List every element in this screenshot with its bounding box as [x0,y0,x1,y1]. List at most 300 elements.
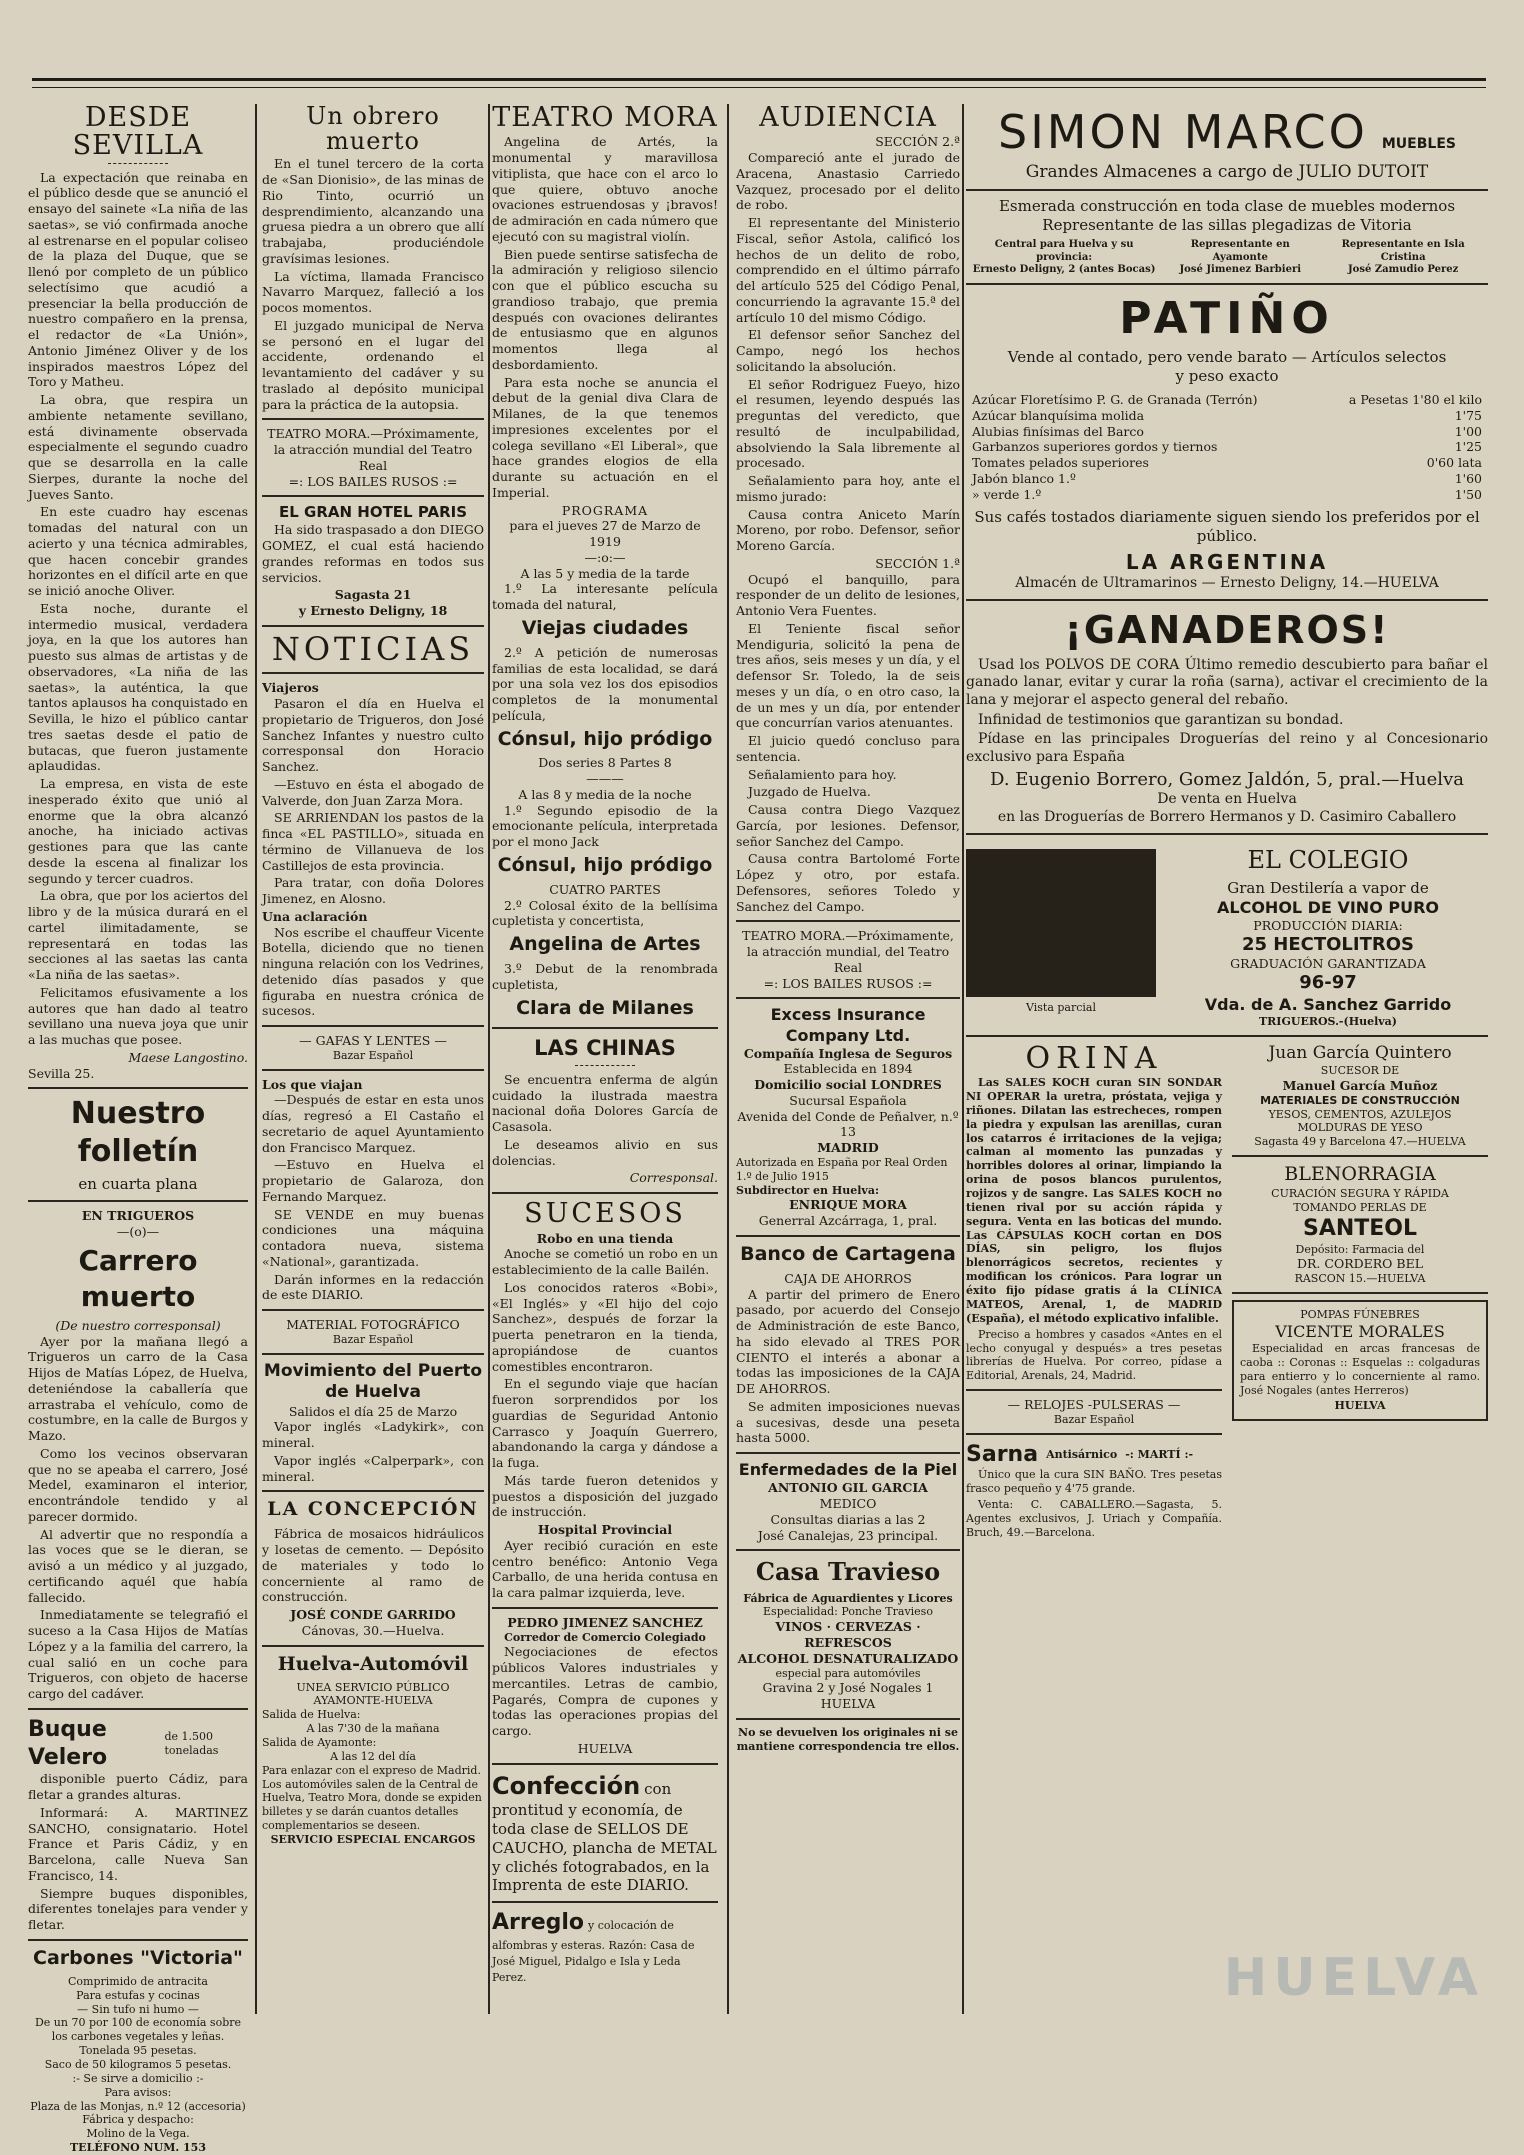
mora-ad-line: =: LOS BAILES RUSOS := [288,473,458,489]
colegio-line: 96-97 [1299,971,1357,993]
divider [575,1065,635,1066]
argentina-title: LA ARGENTINA [1125,550,1329,575]
column-divider [962,104,964,2014]
gafas-ad: — GAFAS Y LENTES — [299,1033,447,1049]
ganaderos-venta: De venta en Huelva [1157,791,1297,808]
simon-rep-value: José Jimenez Barbieri [1179,264,1302,276]
trigueros-heading: EN TRIGUEROS [81,1207,195,1223]
hotel-address: Sagasta 21 [334,587,412,603]
banco-title: Banco de Cartagena [740,1242,956,1265]
byline: (De nuestro corresponsal) [55,1317,221,1333]
programa-line: A las 8 y media de la noche [518,786,692,802]
paragraph: El juicio quedó concluso para sentencia. [736,733,960,764]
item-price: 1'25 [1454,439,1482,455]
paragraph: Especialidad en arcas francesas de caoba :: Coronas :: Esquelas :: colgaduras para entierro y lo concerniente al ramo. José Nogales (antes Herreros) [1240,1341,1480,1397]
divider [28,1200,248,1202]
dateline: Sevilla 25. [28,1065,95,1081]
sarna-title: Sarna [966,1441,1039,1467]
divider [736,1452,960,1454]
excess-line: Generral Azcárraga, 1, pral. [758,1213,938,1229]
bleno-line: Depósito: Farmacia del [1295,1242,1425,1256]
paragraph: Nos escribe el chauffeur Vicente Botella, diciendo que no tienen ninguna relación con los Vedrines, detenido días pasados y que figuraba en nuestra crónica de sucesos. [262,924,484,1019]
pompas-box [1232,1300,1488,1421]
divider [736,997,960,999]
paragraph: Ocupó el banquillo, para responder de un delito de lesiones, Antonio Vera Fuentes. [736,571,960,619]
pompas-city: HUELVA [1334,1399,1386,1413]
programa-line: A las 5 y media de la tarde [520,565,690,581]
colegio-text [1168,841,1488,1029]
artist-name: Angelina de Artes [509,933,701,956]
paragraph: En el tunel tercero de la corta de «San Dionisio», de las minas de Rio Tinto, ocurrió un desprendimiento, alcanzando una gruesa piedra a un obrero que allí trabajaba, produciéndole gravísimas lesiones. [262,156,484,266]
top-rule [32,78,1486,88]
patino-price-list [972,392,1482,502]
item-name: Garbanzos superiores gordos y tiernos [972,439,1218,455]
signature: Corresponsal. [629,1170,718,1186]
archive-watermark: HUELVA [1223,1948,1484,2008]
buque-title: Buque Velero [28,1716,108,1770]
distillery-photo [966,849,1156,997]
paragraph: Señalamiento para hoy, ante el mismo jurado: [736,473,960,504]
arreglo-ad [492,1909,718,1984]
carbones-line: :- Se sirve a domicilio :- [72,2071,204,2085]
auto-line: Salida de Ayamonte: [262,1735,377,1749]
bottom-ads [966,1040,1488,1542]
chinas-title: LAS CHINAS [534,1035,676,1060]
quintero-line: Manuel García Muñoz [1282,1077,1438,1093]
item-name: Alubias finísimas del Barco [972,423,1144,439]
bottom-left-ads [966,1040,1222,1542]
paragraph: Al advertir que no respondía a las voces que se le dieran, se avisó a un médico y al juzgado, certificando aquél que había fallecido. [28,1526,248,1605]
paragraph: El señor Rodriguez Fueyo, hizo el resumen, leyendo después las preguntas del veredicto, que resultó de inculpabilidad, absolviendo la Sala libremente al procesado. [736,376,960,471]
relojes-ad: — RELOJES -PULSERAS — [1007,1397,1181,1413]
confeccion-ad [492,1771,718,1896]
paragraph: Anoche se cometió un robo en un establecimiento de la calle Bailén. [492,1246,718,1278]
simon-muebles: MUEBLES [1381,136,1456,152]
gafas-ad-line: Bazar Español [332,1048,414,1062]
excess-line: Compañía Inglesa de Seguros [743,1045,953,1061]
simon-rep [1162,239,1318,277]
excess-line: Subdirector en Huelva: [736,1183,880,1197]
signature: Maese Langostino. [128,1049,248,1065]
puerto-title: Movimiento del Puerto de Huelva [263,1360,483,1403]
carbones-title: Carbones "Victoria" [33,1946,243,1969]
divider [28,1939,248,1941]
bleno-line: DR. CORDERO BEL [1297,1256,1423,1272]
patino-subtitle: Vende al contado, pero vende barato — Artículos selectos [1007,348,1447,367]
relojes-line: Bazar Español [1053,1412,1135,1426]
concepcion-name: JOSÉ CONDE GARRIDO [290,1607,456,1623]
programa-line: 1.º La interesante película tomada del natural, [492,581,718,613]
paragraph: SE VENDE en muy buenas condiciones una máquina contadora nueva, sistema «National», garantizada. [262,1206,484,1269]
divider [966,1389,1222,1391]
programa-date: para el jueves 27 de Marzo de 1919 [509,518,701,550]
excess-line: Establecida en 1894 [783,1061,913,1077]
paragraph: La víctima, llamada Francisco Navarro Marquez, falleció a los pocos momentos. [262,268,484,316]
divider [262,495,484,497]
paragraph: Causa contra Diego Vazquez García, por lesiones. Defensor, señor Sanchez del Campo. [736,802,960,849]
piel-line: ANTONIO GIL GARCIA [768,1480,928,1496]
simon-rep-value: Ernesto Deligny, 2 (antes Bocas) [972,264,1156,276]
item-name: Azúcar Floretísimo P. G. de Granada (Terrón) [972,392,1258,408]
paragraph: Para tratar, con doña Dolores Jimenez, en Alosno. [262,875,484,907]
viajan-heading: Los que viajan [262,1076,363,1092]
colegio-line: PRODUCCIÓN DIARIA: [1253,917,1403,933]
mora-ad-line: =: LOS BAILES RUSOS := [763,975,933,991]
item-name: Jabón blanco 1.º [972,470,1076,486]
piel-title: Enfermedades de la Piel [738,1460,958,1480]
banco-subtitle: CAJA DE AHORROS [784,1270,912,1286]
divider [736,1718,960,1720]
carbones-line: Para estufas y cocinas [76,1988,200,2002]
paragraph: Siempre buques disponibles, diferentes tonelajes para vender y fletar. [28,1885,248,1933]
programa-line: 1.º Segundo episodio de la emocionante película, interpretada por el mono Jack [492,802,718,850]
quintero-title: Juan García Quintero [1268,1042,1452,1063]
argentina-line: Almacén de Ultramarinos — Ernesto Deligny, 14.—HUELVA [1015,575,1439,592]
orina-title: ORINA [1025,1040,1163,1076]
pedro-city: HUELVA [577,1740,633,1756]
casa-line: HUELVA [820,1696,876,1712]
paragraph: Pasaron el día en Huelva el propietario de Trigueros, don José Sanchez Infantes y nuestro culto corresponsal don Horacio Sanchez. [262,696,484,775]
divider [736,920,960,922]
paragraph: Negociaciones de efectos públicos Valores industriales y mercantiles. Letras de cambio, Pagarés, Compra de cupones y todas las operaciones propias del cargo. [492,1644,718,1739]
column-divider [727,104,729,2014]
bleno-line: CURACIÓN SEGURA Y RÁPIDA [1271,1187,1449,1201]
hospital-heading: Hospital Provincial [537,1522,673,1538]
divider [966,189,1488,191]
patino-cafes: Sus cafés tostados diariamente siguen siendo los preferidos por el público. [974,508,1480,546]
arreglo-title: Arreglo [492,1910,585,1936]
carbones-phone: TELÉFONO NUM. 153 [70,2141,206,2155]
paragraph: Felicitamos efusivamente a los autores que han dado al teatro sevillano una nueva joya que unir a las muchas que posee. [28,984,248,1048]
programa-line: 2.º A petición de numerosas familias de esta localidad, se dará por una sola vez los dos episodios completos de la monumental película, [492,644,718,723]
price-row [972,455,1482,471]
paragraph: El juzgado municipal de Nerva se personó en el lugar del accidente, ordenando el levantamiento del cadáver y su traslado al depósito municipal para la práctica de la autopsia. [262,317,484,412]
desde-sevilla-title: DESDE SEVILLA [72,102,204,162]
divider [966,283,1488,285]
price-row [972,439,1482,455]
column-divider [255,104,257,2014]
obrero-title: Un obrero muerto [306,102,440,156]
hotel-address: y Ernesto Deligny, 18 [298,603,448,619]
column-divider [488,104,490,2014]
item-price: 0'60 lata [1426,455,1482,471]
paragraph: Los conocidos rateros «Bobi», «El Inglés» y «El hijo del cojo Sanchez», después de forzar la puerta penetraron en la tienda, apropiándose de cuantos comestibles encontraron. [492,1279,718,1374]
divider [28,1087,248,1089]
excess-line: MADRID [817,1140,879,1156]
puerto-subtitle: Salidos el día 25 de Marzo [288,1403,458,1419]
divider [262,1069,484,1071]
paragraph: A partir del primero de Enero pasado, por acuerdo del Consejo de Administración de este Banco, ha sido elevado al TRES POR CIENTO el interés a abonar a todas las imposiciones de la CAJA DE AHORROS. [736,1286,960,1397]
photo-caption: Vista parcial [1025,1000,1096,1014]
pompas-name: VICENTE MORALES [1275,1321,1445,1341]
sarna-marti: -: MARTÍ :- [1125,1447,1194,1461]
piel-line: MEDICO [819,1496,877,1512]
sarna-header [966,1441,1222,1469]
robo-heading: Robo en una tienda [536,1230,674,1246]
seccion-heading: SECCIÓN 1.ª [875,555,960,571]
casa-line: especial para automóviles [775,1666,921,1680]
auto-line: A las 7'30 de la mañana [306,1722,440,1736]
sucesos-title: SUCESOS [524,1198,686,1230]
auto-line: Para enlazar con el expreso de Madrid. [262,1763,481,1777]
paragraph: Vapor inglés «Calperpark», con mineral. [262,1452,484,1484]
paragraph: Juzgado de Huelva. [748,784,871,800]
colegio-ad [966,841,1488,1029]
sarna-side: Antisárnico [1046,1447,1118,1461]
audiencia-title: AUDIENCIA [759,102,937,133]
item-name: Tomates pelados superiores [972,455,1149,471]
paragraph: Darán informes en la redacción de este DIARIO. [262,1271,484,1303]
film-title: Cónsul, hijo pródigo [497,853,713,876]
item-price: 1'75 [1454,407,1482,423]
divider [966,1433,1222,1435]
colegio-line: ALCOHOL DE VINO PURO [1217,897,1439,917]
film-title: Cónsul, hijo pródigo [497,727,713,750]
item-name: Azúcar blanquísima molida [972,407,1145,423]
paragraph: SE ARRIENDAN los pastos de la finca «EL PASTILLO», situada en término de Villanueva de los Castillejos de esta provincia. [262,810,484,873]
paragraph: El representante del Ministerio Fiscal, señor Astola, calificó los hechos de un delito de robo, comprendido en el último párrafo del artículo 525 del Código Penal, concurriendo la agravante 15.ª del artículo 10 del mismo Código. [736,215,960,325]
auto-line: Salida de Huelva: [262,1708,361,1722]
excess-line: Sucursal Española [789,1092,907,1108]
column-1 [28,102,248,2155]
auto-title: Huelva-Automóvil [277,1652,469,1675]
bleno-line: SANTEOL [1302,1215,1418,1241]
programa-line: 3.º Debut de la renombrada cupletista, [492,961,718,992]
paragraph: Ayer recibió curación en este centro benéfico: Antonio Vega Carballo, de una herida contusa en la cara palmar izquierda, leve. [492,1537,718,1601]
divider [262,625,484,627]
desde-sevilla-body [28,170,248,1048]
divider [1232,1292,1488,1294]
folletin-title: Nuestro folletín [70,1096,206,1170]
simon-rep-value: José Zamudio Perez [1347,264,1459,276]
simon-line: Representante de las sillas plegadizas de Vitoria [1042,216,1412,235]
simon-rep [1318,239,1488,277]
paragraph: Vapor inglés «Ladykirk», con mineral. [262,1419,484,1451]
quintero-line: Sagasta 49 y Barcelona 47.—HUELVA [1254,1135,1466,1149]
simon-subtitle: Grandes Almacenes a cargo de JULIO DUTOIT [1025,161,1429,182]
colegio-line: 25 HECTOLITROS [1241,933,1415,955]
colegio-line: Vda. de A. Sanchez Garrido [1204,994,1452,1014]
concepcion-title: LA CONCEPCIÓN [267,1498,479,1521]
excess-title: Excess Insurance Company Ltd. [770,1005,926,1045]
carbones-line: — Sin tufo ni humo — [77,2002,199,2016]
auto-line: SERVICIO ESPECIAL ENCARGOS [270,1832,476,1846]
noticias-title: NOTICIAS [271,629,475,668]
artist-name: Clara de Milanes [516,996,694,1019]
price-row [972,487,1482,503]
divider [492,1192,718,1194]
simon-rep [966,239,1162,277]
programa-line: CUATRO PARTES [549,881,661,897]
item-price: 1'00 [1454,423,1482,439]
divider [492,1607,718,1609]
programa-heading: PROGRAMA [561,502,649,518]
arreglo-text: y colocación de alfombras y esteras. Razón: Casa de José Miguel, Pidalgo e Isla y Leda Perez. [492,1919,695,1984]
mora-ad: TEATRO MORA.—Próximamente, la atracción mundial, del Teatro Real [742,928,954,975]
carbones-line: Comprimido de antracita [68,1974,208,1988]
carbones-line: Molino de la Vega. [86,2127,190,2141]
bleno-line: TOMANDO PERLAS DE [1293,1200,1427,1214]
confeccion-text: con prontitud y economía, de toda clase de SELLOS DE CAUCHO, plancha de METAL y clichés fotograbados, en la Imprenta de este DIARIO. [492,1779,717,1895]
paragraph: Las SALES KOCH curan SIN SONDAR NI OPERAR la uretra, próstata, vejiga y riñones. Dilatan las estrecheces, rompen la piedra y expulsan las arenillas, curan los catarros é irritaciones de la vejiga; calman al momento las punzadas y horribles dolores al orinar, limpiando la orina de posos blancos purulentos, rojizos y de sangre. Las SALES KOCH no tienen rival por su acción rápida y segura. Venta en las boticas del mundo. Las CÁPSULAS KOCH cortan en DOS DÍAS, sin peligro, los flujos blenorrágicos secretos, recientes y modifican los crónicos. Para lograr un éxito fijo pídase gratis á la CLÍNICA MATEOS, Arenal, 1, de MADRID (España), el método explicativo infalible. [966,1076,1222,1325]
paragraph: Más tarde fueron detenidos y puestos a disposición del juzgado de instrucción. [492,1472,718,1520]
paragraph: La expectación que reinaba en el público desde que se anunció el ensayo del sainete «La niña de las saetas», se vió confirmada anoche al estrenarse en el popular coliseo de la plaza del Duque, que se llenó por completo de un público selectísimo que acudió a presenciar la bella producción de nuestro compañero en la prensa, el redactor de «La Unión», Antonio Jiménez Oliver y de los inspirados maestros López del Toro y Matheu. [28,169,248,390]
bleno-title: BLENORRAGIA [1284,1163,1436,1186]
paragraph: Se encuentra enferma de algún cuidado la ilustrada maestra nacional doña Dolores García de Casasola. [492,1071,718,1135]
auto-line: UNEA SERVICIO PÚBLICO [296,1680,450,1694]
simon-rep-heading: Representante en Isla Cristina [1341,239,1465,263]
pompas-title: POMPAS FÚNEBRES [1300,1307,1420,1321]
colegio-line: Gran Destilería a vapor de [1227,878,1429,897]
teatro-mora-title: TEATRO MORA [492,102,718,133]
carbones-line: Saco de 50 kilogramos 5 pesetas. [44,2057,232,2071]
hotel-title: EL GRAN HOTEL PARIS [279,503,467,522]
divider [262,1309,484,1311]
column-3 [492,104,718,2014]
paragraph: Inmediatamente se telegrafió el suceso a la Casa Hijos de Matías López y a la familia del carrero, la cual salió en un coche para Trigueros, con objeto de hacerse cargo del cadáver. [28,1607,248,1702]
auto-line: A las 12 del día [330,1749,416,1763]
divider [28,1708,248,1710]
paragraph: En el segundo viaje que hacían fueron sorprendidos por los guardias de Seguridad Antonio Carrasco y Joaquín Guerrero, abandonando la carga y dándose a la fuga. [492,1376,718,1471]
divider [492,1763,718,1765]
auto-line: AYAMONTE-HUELVA [313,1694,433,1708]
separator: —(o)— [116,1223,160,1239]
separator: —:o:— [584,549,626,565]
excess-line: Autorizada en España por Real Orden 1.º de Julio 1915 [736,1155,948,1183]
paragraph: Como los vecinos observaran que no se apeaba el carrero, José Medel, examinaron el interior, encontrándole tendido y al parecer dormido. [28,1445,248,1524]
material-ad-line: Bazar Español [332,1332,414,1346]
folletin-subtitle: en cuarta plana [78,1175,198,1194]
paragraph: Pídase en las principales Droguerías del reino y al Concesionario exclusivo para España [966,731,1488,765]
excess-line: Avenida del Conde de Peñalver, n.º 13 [737,1108,959,1140]
paragraph: Le deseamos alivio en sus dolencias. [492,1136,718,1168]
footer-note: No se devuelven los originales ni se mantiene correspondencia tre ellos. [736,1725,960,1753]
pedro-subtitle: Corredor de Comercio Colegiado [504,1630,706,1644]
colegio-title: EL COLEGIO [1247,845,1409,874]
item-price: 1'60 [1454,470,1482,486]
quintero-line: SUCESOR DE [1320,1064,1400,1078]
divider [492,1027,718,1029]
paragraph: Fábrica de mosaicos hidráulicos y losetas de cemento. — Depósito de materiales y todo lo concerniente al ramo de construcción. [262,1526,484,1605]
paragraph: Causa contra Bartolomé Forte López y otro, por estafa. Defensores, señores Toledo y Sanchez del Campo. [736,851,960,914]
separator: ——— [586,771,624,787]
quintero-line: MOLDURAS DE YESO [1297,1121,1423,1135]
paragraph: Se admiten imposiciones nuevas a sucesivas, desde una peseta hasta 5000. [736,1398,960,1446]
excess-line: ENRIQUE MORA [789,1197,907,1213]
mora-ad: TEATRO MORA.—Próximamente, la atracción mundial del Teatro Real [267,426,479,473]
programa-line: 2.º Colosal éxito de la bellísima cupletista y concertista, [492,897,718,929]
divider [108,163,168,164]
pedro-title: PEDRO JIMENEZ SANCHEZ [507,1614,703,1630]
price-row [972,408,1482,424]
programa-line: Dos series 8 Partes 8 [538,755,672,771]
divider [262,1025,484,1027]
divider [966,1035,1488,1037]
paragraph: —Después de estar en esta unos días, regresó a El Castaño el secretario de aquel Ayuntamiento don Francisco Marquez. [262,1092,484,1155]
price-row [972,424,1482,440]
divider [262,1645,484,1647]
carbones-line: Fábrica y despacho: [82,2113,194,2127]
divider [966,599,1488,601]
hotel-text: Ha sido traspasado a don DIEGO GOMEZ, el cual está haciendo grandes reformas en todos sus servicios. [262,522,484,585]
ganaderos-name: D. Eugenio Borrero, Gomez Jaldón, 5, pral.—Huelva [990,768,1464,790]
divider [736,1549,960,1551]
paragraph: —Estuvo en ésta el abogado de Valverde, don Juan Zarza Mora. [262,776,484,808]
paragraph: Angelina de Artés, la monumental y maravillosa vitiplista, que hace con el arco lo que quiere, obtuvo anoche ovaciones estruendosas y ¡bravos! de admiración en cada número que ejecutó con su magistral violín. [492,134,718,244]
quintero-line: MATERIALES DE CONSTRUCCIÓN [1260,1093,1460,1107]
paragraph: Ayer por la mañana llegó a Trigueros un carro de la Casa Hijos de Matías López, de Huelva, deteniéndose la caballería que arrastraba el vehículo, como de costumbre, en la calle de Burgos y Mazo. [28,1333,248,1444]
divider [262,672,484,674]
divider [736,1235,960,1237]
paragraph: Señalamiento para hoy. [748,766,897,782]
paragraph: En este cuadro hay escenas tomadas del natural con un acierto y una técnica admirables, que hacen concebir grandes horizontes en el difícil arte en que se inició anoche Oliver. [28,504,248,599]
divider [262,1490,484,1492]
item-price: 1'50 [1454,486,1482,502]
paragraph: Único que la cura SIN BAÑO. Tres pesetas frasco pequeño y 4'75 grande. [966,1468,1222,1496]
divider [262,418,484,420]
paragraph: Informará: A. MARTINEZ SANCHO, consignatario. Hotel France et Paris Cádiz, y en Barcelona, calle Nueva San Francisco, 14. [28,1804,248,1883]
material-ad: MATERIAL FOTOGRÁFICO [286,1317,460,1333]
paragraph: Usad los POLVOS DE CORA Último remedio descubierto para bañar el ganado lanar, evitar y curar la roña (sarna), activar el crecimiento de la lana y mejorar el aspecto general del rebaño. [966,656,1488,709]
casa-line: Fábrica de Aguardientes y Licores [743,1591,953,1605]
simon-header [966,104,1488,162]
simon-line: Esmerada construcción en toda clase de muebles modernos [998,197,1456,216]
casa-line: Especialidad: Ponche Travieso [763,1605,933,1619]
column-5 [966,104,1488,2014]
ganaderos-venta: en las Droguerías de Borrero Hermanos y D. Casimiro Caballero [997,808,1457,825]
bottom-right-ads [1232,1043,1488,1542]
simon-representatives [966,239,1488,277]
patino-title: PATIÑO [1119,292,1335,344]
paragraph: El defensor señor Sanchez del Campo, negó los hechos solicitando la absolución. [736,327,960,374]
paragraph: —Estuvo en Huelva el propietario de Galaroza, don Fernando Marquez. [262,1157,484,1204]
column-4 [736,104,960,2014]
paragraph: Preciso a hombres y casados «Antes en el lecho conyugal y después» a tres pesetas librerías de Huelva. Por correo, pídase a Editorial, Arenals, 24, Madrid. [966,1327,1222,1383]
item-name: » verde 1.º [972,486,1042,502]
casa-line: ALCOHOL DESNATURALIZADO [737,1650,959,1666]
paragraph: Causa contra Aniceto Marín Moreno, por robo. Defensor, señor Moreno García. [736,506,960,554]
item-price: a Pesetas 1'80 el kilo [1348,392,1482,408]
ganaderos-title: ¡GANADEROS! [1064,607,1390,652]
paragraph: La obra, que por los aciertos del libro y de la música durará en el cartel ilimitadamente, se representará en todas las secciones al las saetas las canta «La niña de las saetas». [28,888,248,983]
viajeros-heading: Viajeros [262,680,319,696]
carbones-line: Tonelada 95 pesetas. [79,2044,197,2058]
quintero-line: YESOS, CEMENTOS, AZULEJOS [1268,1107,1452,1121]
paragraph: Venta: C. CABALLERO.—Sagasta, 5. Agentes exclusivos, J. Uriach y Compañía. Bruch, 49.—Barcelona. [966,1498,1222,1539]
divider [966,833,1488,835]
paragraph: Para esta noche se anuncia el debut de la genial diva Clara de Milanes, de la que tenemos impresiones excelentes por el colega sevillano «El Liberal», que hace grandes elogios de ella durante su actuación en el Imperial. [492,374,718,500]
divider [262,1353,484,1355]
carbones-line: De un 70 por 100 de economía sobre los carbones vegetales y leñas. [34,2016,242,2044]
aclaracion-heading: Una aclaración [262,908,368,924]
paragraph: El Teniente fiscal señor Mendiguria, solicitó la pena de tres años, seis meses y un día, y el defensor Sr. Toledo, la de seis meses y un día, o en otro caso, la de un mes y un día, por entender que concurrían varios atenuantes. [736,620,960,731]
casa-title: Casa Travieso [755,1557,941,1587]
colegio-city: TRIGUEROS.-(Huelva) [1258,1014,1397,1028]
simon-rep-heading: Representante en Ayamonte [1190,239,1290,263]
excess-line: Domicilio social LONDRES [754,1077,942,1093]
buque-header [28,1716,248,1771]
bleno-line: RASCON 15.—HUELVA [1294,1272,1426,1286]
price-row [972,471,1482,487]
paragraph: Compareció ante el jurado de Aracena, Anastasio Carriedo Vazquez, procesado por el delito de robo. [736,150,960,213]
film-title: Viejas ciudades [521,616,689,639]
paragraph: Infinidad de testimonios que garantizan su bondad. [978,711,1344,728]
divider [492,1901,718,1903]
casa-line: VINOS · CERVEZAS · REFRESCOS [775,1619,921,1651]
divider [1232,1155,1488,1157]
carrero-title: Carrero muerto [78,1244,198,1313]
colegio-photo-block [966,841,1156,1029]
